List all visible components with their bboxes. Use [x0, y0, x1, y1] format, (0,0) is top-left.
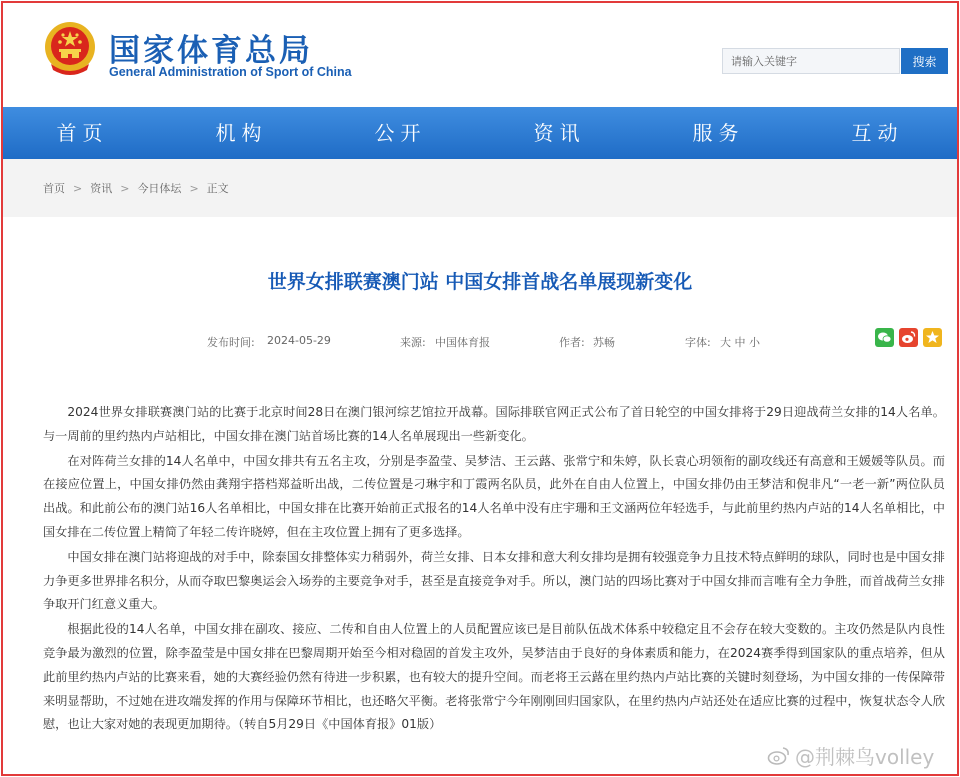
share-wechat-icon[interactable]: [875, 328, 894, 347]
breadcrumb: [43, 180, 229, 196]
breadcrumb-sports-today[interactable]: 今日体坛: [137, 182, 182, 195]
nav-item-news[interactable]: 资讯: [533, 121, 586, 145]
font-size-options[interactable]: 大 中 小: [720, 336, 760, 349]
article-paragraph: 在对阵荷兰女排的14人名单中，中国女排共有五名主攻，分别是李盈莹、吴梦洁、王云蕗、张常宁和朱婷，队长袁心玥领衔的副攻线还有高意和王媛媛等队员。而在接应位置上，中国女排仍然由龚翔宇搭档郑益昕出战，二传位置是刁琳宇和丁霞两名队员，此外在自由人位置上，中国女排仍由王梦洁和倪非凡“一老一新”两位队员出战。和此前公布的澳门站16人名单相比，中国女排在比赛开始前正式报名的14人名单中没有庄宇珊和王文涵两位年轻选手，与此前里约热内卢站的14人名单相比，中国女排在二传位置上精简了年轻二传许晓婷，但在主攻位置上拥有了更多选择。: [43, 453, 945, 539]
article-paragraph: 中国女排在澳门站将迎战的对手中，除泰国女排整体实力稍弱外，荷兰女排、日本女排和意大利女排均是拥有较强竞争力且技术特点鲜明的球队，同时也是中国女排力争更多世界排名积分，从而夺取巴黎奥运会入场券的主要竞争对手，甚至是直接竞争对手。所以，澳门站的四场比赛对于中国女排而言唯有全力争胜，而首战荷兰女排争取开门红意义重大。: [43, 549, 945, 612]
nav-item-public[interactable]: 公开: [374, 121, 427, 145]
nav-item-home[interactable]: 首页: [56, 121, 109, 145]
breadcrumb-separator: >: [120, 181, 130, 195]
watermark-text: @荆棘鸟volley: [795, 745, 935, 769]
weibo-watermark-icon: [767, 746, 791, 766]
author-value: 苏畅: [593, 336, 615, 349]
source-label: 来源:: [400, 336, 426, 349]
search-box: [722, 48, 900, 74]
breadcrumb-home[interactable]: 首页: [43, 182, 65, 195]
page-frame: [1, 1, 959, 776]
site-header: [3, 3, 957, 107]
publish-date-label: 发布时间:: [207, 336, 255, 349]
breadcrumb-separator: >: [73, 181, 83, 195]
article-body: [43, 401, 945, 738]
breadcrumb-bar: [3, 159, 957, 217]
share-weibo-icon[interactable]: [899, 328, 918, 347]
site-logo-title[interactable]: 国家体育总局: [109, 33, 313, 69]
breadcrumb-current: 正文: [206, 182, 229, 195]
favorite-star-icon[interactable]: [923, 328, 942, 347]
nav-item-organization[interactable]: 机构: [215, 121, 268, 145]
site-logo-subtitle: General Administration of Sport of China: [109, 65, 352, 79]
breadcrumb-news[interactable]: 资讯: [90, 182, 113, 195]
font-size-label: 字体:: [685, 336, 711, 349]
publish-date: 2024-05-29: [267, 334, 331, 347]
national-emblem-icon: [43, 20, 97, 76]
nav-item-service[interactable]: 服务: [692, 121, 745, 145]
search-input[interactable]: [723, 49, 899, 73]
main-nav: [3, 107, 957, 159]
search-button[interactable]: 搜索: [901, 48, 948, 74]
author-label: 作者:: [559, 336, 585, 349]
article-paragraph: 根据此役的14人名单，中国女排在副攻、接应、二传和自由人位置上的人员配置应该已是目前队伍战术体系中较稳定且不会存在较大变数的。主攻仍然是队内良性竞争最为激烈的位置，除李盈莹是中国女排在巴黎周期开始至今相对稳固的首发主攻外，吴梦洁由于良好的身体素质和能力，在2024赛季得到国家队的重点培养，但从此前里约热内卢站的比赛来看，她的大赛经验仍然有待进一步积累，也有较大的提升空间。而老将王云蕗在里约热内卢站比赛的关键时刻登场，为中国女排的一传保障带来明显帮助，不过她在进攻端发挥的作用与保障环节相比，也还略欠平衡。老将张常宁今年刚刚回归国家队，在里约热内卢站还处在适应比赛的过程中，恢复状态令人欣慰，也让大家对她的表现更加期待。（转自5月29日《中国体育报》01版）: [43, 622, 945, 732]
article-paragraph: 2024世界女排联赛澳门站的比赛于北京时间28日在澳门银河综艺馆拉开战幕。国际排联官网正式公布了首日轮空的中国女排将于29日迎战荷兰女排的14人名单。与一周前的里约热内卢站相比，中国女排在澳门站首场比赛的14人名单展现出一些新变化。: [43, 405, 945, 443]
watermark: [767, 741, 934, 770]
article-title: 世界女排联赛澳门站 中国女排首战名单展现新变化: [267, 271, 693, 293]
source-value: 中国体育报: [435, 336, 490, 349]
breadcrumb-separator: >: [189, 181, 199, 195]
nav-item-interaction[interactable]: 互动: [851, 121, 904, 145]
